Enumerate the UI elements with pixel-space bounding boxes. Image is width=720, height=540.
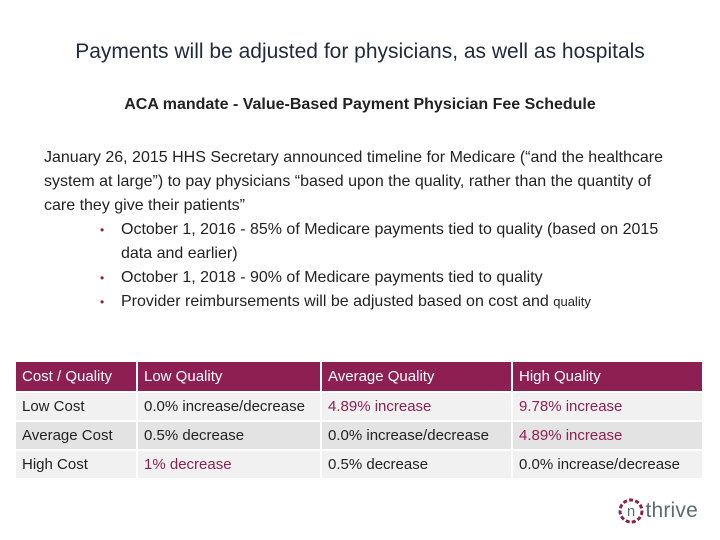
slide-subtitle: ACA mandate - Value-Based Payment Physician Fee Schedule bbox=[124, 96, 596, 113]
bullet-item bbox=[44, 218, 684, 266]
table-cell: 9.78% increase bbox=[513, 393, 702, 420]
table-header-row bbox=[16, 362, 702, 391]
bullet-list bbox=[44, 218, 684, 314]
table-cell: 0.0% increase/decrease bbox=[322, 422, 511, 449]
table-row bbox=[16, 422, 702, 449]
bullet-icon: • bbox=[100, 295, 105, 309]
table-cell: 0.5% decrease bbox=[322, 451, 511, 478]
svg-text:n: n bbox=[627, 503, 636, 520]
bullet-icon: • bbox=[100, 271, 105, 285]
slide-body bbox=[44, 146, 684, 314]
table-cell: 1% decrease bbox=[138, 451, 320, 478]
table-cell: 4.89% increase bbox=[513, 422, 702, 449]
header-low-quality: Low Quality bbox=[138, 362, 320, 391]
bullet-item bbox=[44, 266, 684, 290]
slide-title: Payments will be adjusted for physicians, as well as hospitals bbox=[75, 40, 645, 63]
row-label: Low Cost bbox=[16, 393, 136, 420]
intro-text: January 26, 2015 HHS Secretary announced timeline for Medicare (“and the healthcare system at large”) to pay physicians “based upon the quality, rather than the quantity of care they give their patients” bbox=[44, 149, 664, 214]
header-cost-quality: Cost / Quality bbox=[16, 362, 136, 391]
nthrive-n-logo-icon bbox=[618, 498, 644, 524]
bullet-text: October 1, 2016 - 85% of Medicare payments tied to quality (based on 2015 data and earlier) bbox=[121, 221, 659, 262]
row-label: High Cost bbox=[16, 451, 136, 478]
header-high-quality: High Quality bbox=[513, 362, 702, 391]
bullet-icon: • bbox=[100, 223, 105, 237]
bullet-text: Provider reimbursements will be adjusted based on cost and bbox=[121, 293, 549, 310]
table-cell: 0.0% increase/decrease bbox=[138, 393, 320, 420]
row-label: Average Cost bbox=[16, 422, 136, 449]
bullet-text-tail: quality bbox=[553, 294, 591, 309]
table-cell: 0.0% increase/decrease bbox=[513, 451, 702, 478]
nthrive-logo bbox=[618, 498, 698, 524]
bullet-text: October 1, 2018 - 90% of Medicare payments tied to quality bbox=[121, 269, 543, 286]
payment-adjustment-table bbox=[14, 360, 704, 480]
table-cell: 4.89% increase bbox=[322, 393, 511, 420]
table-cell: 0.5% decrease bbox=[138, 422, 320, 449]
table-row bbox=[16, 393, 702, 420]
table-row bbox=[16, 451, 702, 478]
header-average-quality: Average Quality bbox=[322, 362, 511, 391]
bullet-item bbox=[44, 290, 684, 314]
logo-text: thrive bbox=[645, 499, 698, 522]
